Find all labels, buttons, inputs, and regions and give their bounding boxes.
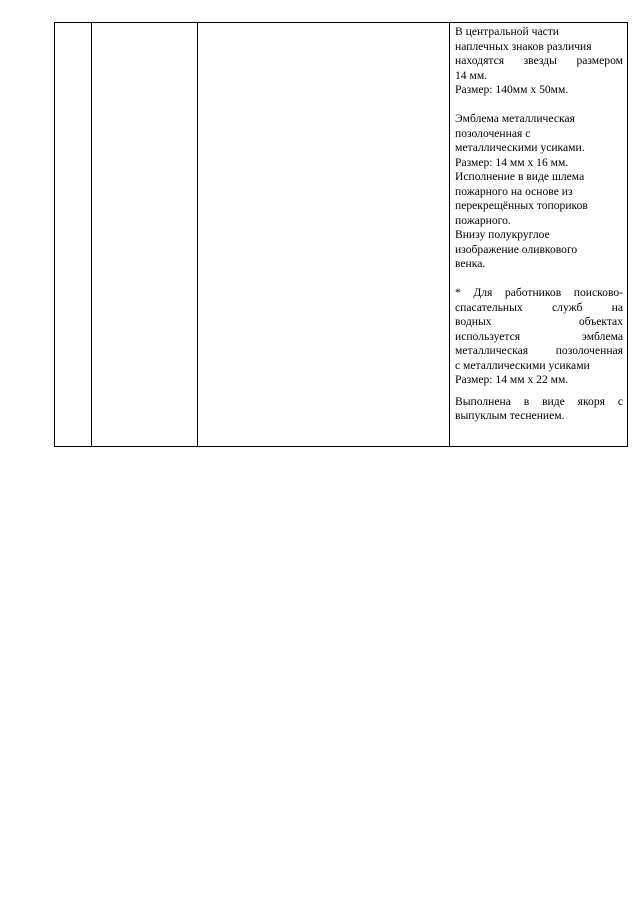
- emblem-paragraph: [455, 112, 623, 272]
- emblem-line-6: перекрещённых топориков: [455, 199, 588, 212]
- table-row: [55, 23, 628, 447]
- stars-line-3: находятся звезды размером: [455, 54, 623, 67]
- emblem-line-5: пожарного на основе из: [455, 184, 573, 198]
- insignia-table: [54, 22, 628, 447]
- emblem-size: Размер: 14 мм х 16 мм.: [455, 155, 569, 169]
- stars-paragraph: [455, 25, 623, 98]
- rescue-paragraph: [455, 286, 623, 388]
- anchor-line-1: Выполнена в виде якоря с: [455, 394, 623, 408]
- spacer: [455, 98, 623, 113]
- emblem-line-3: металлическими усиками.: [455, 141, 585, 154]
- shoulder-size: Размер: 140мм х 50мм.: [455, 83, 569, 96]
- rescue-line-6: с металлическими усиками: [455, 358, 590, 372]
- emblem-line-8: Внизу полукруглое: [455, 228, 550, 241]
- rescue-line-1: * Для работников поисково-: [455, 286, 623, 299]
- spacer: [455, 388, 623, 395]
- emblem-line-4: Исполнение в виде шлема: [455, 170, 585, 183]
- spacer: [455, 272, 623, 287]
- emblem-line-9: изображение оливкового: [455, 242, 578, 256]
- anchor-paragraph: [455, 395, 623, 424]
- emblem-line-7: пожарного.: [455, 213, 511, 227]
- emblem-line-2: позолоченная с: [455, 126, 531, 140]
- description-cell: [450, 23, 628, 447]
- rescue-line-3: водных объектах: [455, 315, 623, 328]
- rescue-size: Размер: 14 мм х 22 мм.: [455, 373, 569, 386]
- stars-line-4: 14 мм.: [455, 68, 488, 82]
- stars-line-2: наплечных знаков различия: [455, 39, 592, 53]
- name-cell: [92, 23, 198, 447]
- rescue-line-2: спасательных служб на: [455, 300, 623, 314]
- anchor-line-2: выпуклым теснением.: [455, 409, 565, 422]
- stars-line-1: В центральной части: [455, 25, 560, 38]
- number-cell: [55, 23, 92, 447]
- emblem-line-10: венка.: [455, 257, 486, 270]
- image-cell: [198, 23, 450, 447]
- rescue-line-5: металлическая позолоченная: [455, 344, 623, 357]
- rescue-line-4: используется эмблема: [455, 329, 623, 343]
- emblem-line-1: Эмблема металлическая: [455, 112, 575, 125]
